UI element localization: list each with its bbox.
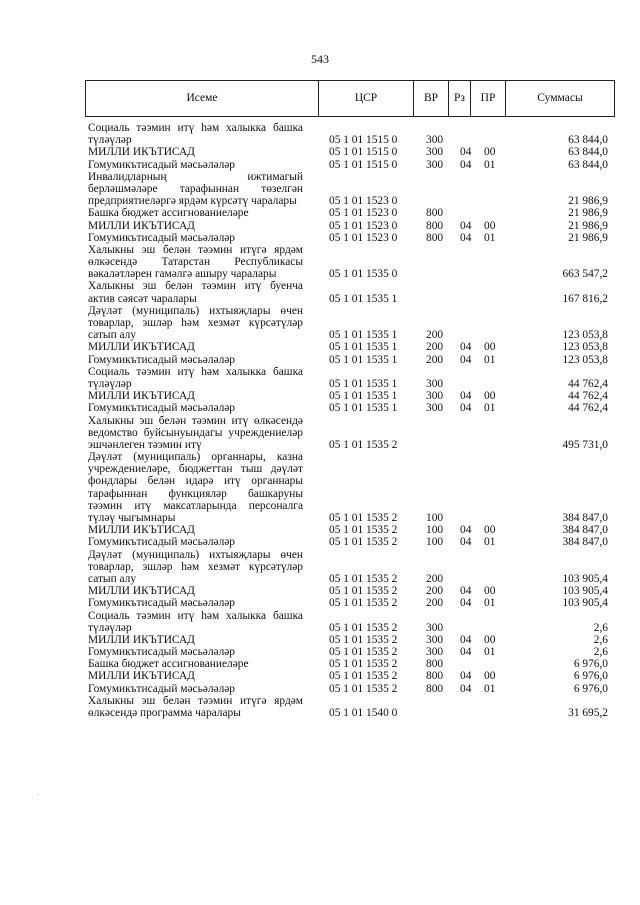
cell-rz: 04: [460, 524, 472, 537]
cell-vr: 800: [426, 231, 444, 244]
cell-vr: 300: [426, 158, 444, 171]
header-name: Исеме: [86, 81, 319, 116]
cell-csr: 05 1 01 1535 2: [329, 597, 398, 610]
cell-name: вәкаләтләрен гамәлгә ашыру чаралары: [88, 268, 277, 281]
cell-pr: 00: [484, 633, 496, 646]
cell-name: предприятиеләргә ярдәм күрсәтү чаралары: [88, 195, 297, 208]
cell-vr: 200: [426, 341, 444, 354]
table-row: [88, 293, 608, 305]
cell-rz: 04: [460, 158, 472, 171]
cell-csr: 05 1 01 1535 2: [329, 585, 398, 598]
cell-sum: 103 905,4: [562, 572, 608, 585]
table-row: [88, 634, 608, 646]
table-row: [88, 366, 608, 378]
cell-name: Инвалидларның ижтимагый: [88, 170, 303, 183]
cell-name: сатып алу: [88, 572, 137, 585]
cell-vr: 800: [426, 670, 444, 683]
table-body: [88, 122, 608, 719]
cell-vr: 300: [426, 134, 444, 147]
cell-sum: 6 976,0: [573, 682, 608, 695]
cell-name: эшчәнлеген тәэмин итү: [88, 438, 202, 451]
cell-rz: 04: [460, 682, 472, 695]
cell-name: Гомумикътисадый мәсьәләләр: [88, 597, 236, 610]
table-row: [88, 549, 608, 561]
cell-rz: 04: [460, 402, 472, 415]
cell-vr: 100: [426, 512, 444, 524]
cell-pr: 00: [484, 341, 496, 354]
margin-mark: ·: [36, 790, 40, 801]
cell-sum: 123 053,8: [562, 329, 608, 342]
cell-name: Гомумикътисадый мәсьәләләр: [88, 646, 236, 659]
cell-csr: 05 1 01 1535 2: [329, 682, 398, 695]
cell-vr: 300: [426, 377, 444, 390]
cell-pr: 01: [484, 402, 496, 415]
cell-name: Дәүләт (муниципаль) ихтыяҗлары өчен: [88, 304, 303, 317]
cell-name: Гомумикътисадый мәсьәләләр: [88, 682, 236, 695]
table-row: [88, 573, 608, 585]
cell-rz: 04: [460, 585, 472, 598]
cell-name: Халыкны эш белән тәэмин итүгә ярдәм: [88, 694, 303, 707]
cell-rz: 04: [460, 219, 472, 232]
cell-rz: 04: [460, 536, 472, 549]
cell-csr: 05 1 01 1515 0: [329, 134, 398, 147]
cell-sum: 495 731,0: [562, 438, 608, 451]
cell-sum: 44 762,4: [568, 377, 608, 390]
cell-name: Социаль тәэмин итү һәм халыкка башка: [88, 365, 303, 378]
header-rz: Рз: [449, 81, 471, 116]
cell-name: тарафыннан функцияләр башкаруны: [88, 487, 303, 500]
cell-name: МИЛЛИ ИКЪТИСАД: [88, 341, 195, 354]
cell-csr: 05 1 01 1535 1: [329, 390, 398, 403]
table-row: [88, 439, 608, 451]
cell-vr: 200: [426, 585, 444, 598]
cell-csr: 05 1 01 1535 2: [329, 633, 398, 646]
cell-csr: 05 1 01 1535 2: [329, 658, 398, 671]
cell-name: МИЛЛИ ИКЪТИСАД: [88, 146, 195, 159]
cell-csr: 05 1 01 1523 0: [329, 195, 398, 208]
cell-rz: 04: [460, 390, 472, 403]
cell-csr: 05 1 01 1523 0: [329, 219, 398, 232]
cell-name: учреждениеләре, бюджеттан тыш дәүләт: [88, 463, 303, 476]
cell-name: МИЛЛИ ИКЪТИСАД: [88, 670, 195, 683]
table-row: [88, 159, 608, 171]
cell-csr: 05 1 01 1535 1: [329, 353, 398, 366]
table-row: [88, 683, 608, 695]
cell-name: товарлар, эшләр һәм хезмәт күрсәтүләр: [88, 317, 303, 329]
cell-sum: 21 986,9: [568, 207, 608, 220]
cell-name: Дәүләт (муниципаль) ихтыяҗлары өчен: [88, 548, 303, 561]
cell-name: МИЛЛИ ИКЪТИСАД: [88, 585, 195, 598]
cell-name: Дәүләт (муниципаль) органнары, казна: [88, 451, 303, 464]
cell-rz: 04: [460, 353, 472, 366]
cell-vr: 800: [426, 682, 444, 695]
table-row: [88, 134, 608, 146]
table-row: [88, 561, 608, 573]
table-row: [88, 305, 608, 317]
cell-sum: 6 976,0: [573, 670, 608, 683]
header-pr: ПР: [471, 81, 506, 116]
cell-name: Халыкны эш белән тәэмин итүгә ярдәм: [88, 243, 303, 256]
table-row: [88, 463, 608, 475]
cell-vr: 200: [426, 329, 444, 342]
cell-rz: 04: [460, 646, 472, 659]
cell-name: Гомумикътисадый мәсьәләләр: [88, 158, 236, 171]
cell-name: товарлар, эшләр һәм хезмәт күрсәтүләр: [88, 560, 303, 573]
cell-name: түләүләр: [88, 377, 132, 390]
cell-vr: 200: [426, 597, 444, 610]
cell-sum: 44 762,4: [568, 390, 608, 403]
cell-pr: 01: [484, 353, 496, 366]
cell-name: Гомумикътисадый мәсьәләләр: [88, 536, 236, 549]
cell-csr: 05 1 01 1535 1: [329, 402, 398, 415]
table-row: [88, 415, 608, 427]
cell-name: Гомумикътисадый мәсьәләләр: [88, 402, 236, 415]
cell-vr: 300: [426, 633, 444, 646]
table-row: [88, 536, 608, 548]
table-row: [88, 244, 608, 256]
cell-pr: 01: [484, 646, 496, 659]
header-csr: ЦСР: [319, 81, 414, 116]
table-row: [88, 427, 608, 439]
cell-sum: 21 986,9: [568, 219, 608, 232]
table-row: [88, 597, 608, 609]
cell-name: ведомство буйсынуындагы учреждениеләр: [88, 426, 303, 439]
cell-name: фондлары белән идарә итү органнары: [88, 475, 303, 488]
cell-sum: 384 847,0: [562, 512, 608, 524]
table-row: [88, 500, 608, 512]
cell-sum: 31 695,2: [568, 707, 608, 719]
table-row: [88, 622, 608, 634]
cell-name: берләшмәләре тарафыннан төзелгән: [88, 182, 303, 195]
cell-sum: 123 053,8: [562, 353, 608, 366]
cell-csr: 05 1 01 1535 1: [329, 292, 398, 305]
cell-name: Халыкны эш белән тәэмин итү өлкәсендә: [88, 414, 303, 427]
cell-pr: 00: [484, 524, 496, 537]
cell-vr: 100: [426, 524, 444, 537]
cell-sum: 63 844,0: [568, 146, 608, 159]
cell-vr: 300: [426, 390, 444, 403]
cell-pr: 01: [484, 158, 496, 171]
cell-vr: 300: [426, 146, 444, 159]
cell-sum: 2,6: [593, 633, 608, 646]
table-row: [88, 207, 608, 219]
cell-name: тәэмин итү максатларында персоналга: [88, 499, 303, 512]
table-row: [88, 146, 608, 158]
table-row: [88, 695, 608, 707]
cell-name: МИЛЛИ ИКЪТИСАД: [88, 390, 195, 403]
cell-vr: 100: [426, 536, 444, 549]
cell-rz: 04: [460, 231, 472, 244]
cell-csr: 05 1 01 1535 2: [329, 572, 398, 585]
cell-pr: 01: [484, 231, 496, 244]
cell-csr: 05 1 01 1523 0: [329, 231, 398, 244]
cell-name: өлкәсендә Татарстан Республикасы: [88, 256, 303, 269]
cell-pr: 00: [484, 585, 496, 598]
table-row: [88, 329, 608, 341]
cell-rz: 04: [460, 670, 472, 683]
cell-csr: 05 1 01 1515 0: [329, 158, 398, 171]
cell-vr: 800: [426, 658, 444, 671]
cell-rz: 04: [460, 146, 472, 159]
cell-pr: 00: [484, 670, 496, 683]
cell-name: Социаль тәэмин итү һәм халыкка башка: [88, 609, 303, 622]
cell-vr: 300: [426, 646, 444, 659]
cell-csr: 05 1 01 1535 1: [329, 341, 398, 354]
cell-name: Башка бюджет ассигнованиеләре: [88, 658, 249, 671]
table-row: [88, 280, 608, 292]
table-row: [88, 524, 608, 536]
cell-csr: 05 1 01 1535 2: [329, 524, 398, 537]
cell-csr: 05 1 01 1535 2: [329, 670, 398, 683]
cell-name: МИЛЛИ ИКЪТИСАД: [88, 633, 195, 646]
table-row: [88, 585, 608, 597]
table-row: [88, 232, 608, 244]
cell-csr: 05 1 01 1535 2: [329, 438, 398, 451]
cell-csr: 05 1 01 1515 0: [329, 146, 398, 159]
cell-vr: 200: [426, 353, 444, 366]
cell-name: өлкәсендә программа чаралары: [88, 707, 241, 719]
cell-sum: 6 976,0: [573, 658, 608, 671]
cell-pr: 01: [484, 597, 496, 610]
cell-csr: 05 1 01 1540 0: [329, 707, 398, 719]
cell-name: сатып алу: [88, 329, 137, 342]
table-row: [88, 512, 608, 524]
table-row: [88, 122, 608, 134]
table-row: [88, 475, 608, 487]
cell-csr: 05 1 01 1535 2: [329, 536, 398, 549]
cell-csr: 05 1 01 1535 2: [329, 512, 398, 524]
cell-pr: 00: [484, 390, 496, 403]
table-row: [88, 451, 608, 463]
table-row: [88, 707, 608, 719]
cell-name: Гомумикътисадый мәсьәләләр: [88, 353, 236, 366]
cell-pr: 00: [484, 219, 496, 232]
cell-sum: 103 905,4: [562, 585, 608, 598]
table-row: [88, 488, 608, 500]
cell-name: МИЛЛИ ИКЪТИСАД: [88, 219, 195, 232]
table-row: [88, 256, 608, 268]
table-row: [88, 646, 608, 658]
table-row: [88, 183, 608, 195]
table-row: [88, 317, 608, 329]
cell-name: Гомумикътисадый мәсьәләләр: [88, 231, 236, 244]
cell-sum: 384 847,0: [562, 524, 608, 537]
cell-csr: 05 1 01 1535 2: [329, 646, 398, 659]
table-header: [85, 80, 615, 117]
cell-sum: 21 986,9: [568, 231, 608, 244]
cell-vr: 300: [426, 402, 444, 415]
header-sum: Суммасы: [537, 92, 583, 104]
cell-name: түләүләр: [88, 621, 132, 634]
cell-name: Социаль тәэмин итү һәм халыкка башка: [88, 122, 303, 134]
cell-name: түләү чыгымнары: [88, 512, 176, 524]
cell-vr: 800: [426, 207, 444, 220]
cell-pr: 01: [484, 536, 496, 549]
cell-name: МИЛЛИ ИКЪТИСАД: [88, 524, 195, 537]
table-row: [88, 341, 608, 353]
page-number: 543: [311, 52, 329, 66]
cell-csr: 05 1 01 1535 1: [329, 377, 398, 390]
cell-sum: 663 547,2: [562, 268, 608, 281]
cell-vr: 800: [426, 219, 444, 232]
table-row: [88, 220, 608, 232]
table-row: [88, 658, 608, 670]
cell-pr: 01: [484, 682, 496, 695]
cell-rz: 04: [460, 597, 472, 610]
cell-sum: 2,6: [593, 646, 608, 659]
cell-rz: 04: [460, 341, 472, 354]
cell-sum: 44 762,4: [568, 402, 608, 415]
cell-name: Башка бюджет ассигнованиеләре: [88, 207, 249, 220]
cell-vr: 200: [426, 572, 444, 585]
cell-sum: 167 816,2: [562, 292, 608, 305]
table-row: [88, 354, 608, 366]
cell-pr: 00: [484, 146, 496, 159]
cell-sum: 63 844,0: [568, 158, 608, 171]
cell-rz: 04: [460, 633, 472, 646]
table-row: [88, 378, 608, 390]
cell-csr: 05 1 01 1535 1: [329, 329, 398, 342]
cell-vr: 300: [426, 621, 444, 634]
cell-sum: 63 844,0: [568, 134, 608, 147]
cell-sum: 21 986,9: [568, 195, 608, 208]
table-row: [88, 268, 608, 280]
cell-sum: 2,6: [593, 621, 608, 634]
cell-sum: 384 847,0: [562, 536, 608, 549]
cell-name: Халыкны эш белән тәэмин итү буенча: [88, 280, 303, 293]
cell-csr: 05 1 01 1535 2: [329, 621, 398, 634]
table-row: [88, 195, 608, 207]
cell-sum: 123 053,8: [562, 341, 608, 354]
table-row: [88, 670, 608, 682]
table-row: [88, 171, 608, 183]
table-row: [88, 610, 608, 622]
cell-csr: 05 1 01 1535 0: [329, 268, 398, 281]
table-row: [88, 390, 608, 402]
table-row: [88, 402, 608, 414]
cell-csr: 05 1 01 1523 0: [329, 207, 398, 220]
header-vr: ВР: [414, 81, 449, 116]
cell-name: түләүләр: [88, 134, 132, 147]
cell-sum: 103 905,4: [562, 597, 608, 610]
cell-name: актив сәясәт чаралары: [88, 292, 197, 305]
